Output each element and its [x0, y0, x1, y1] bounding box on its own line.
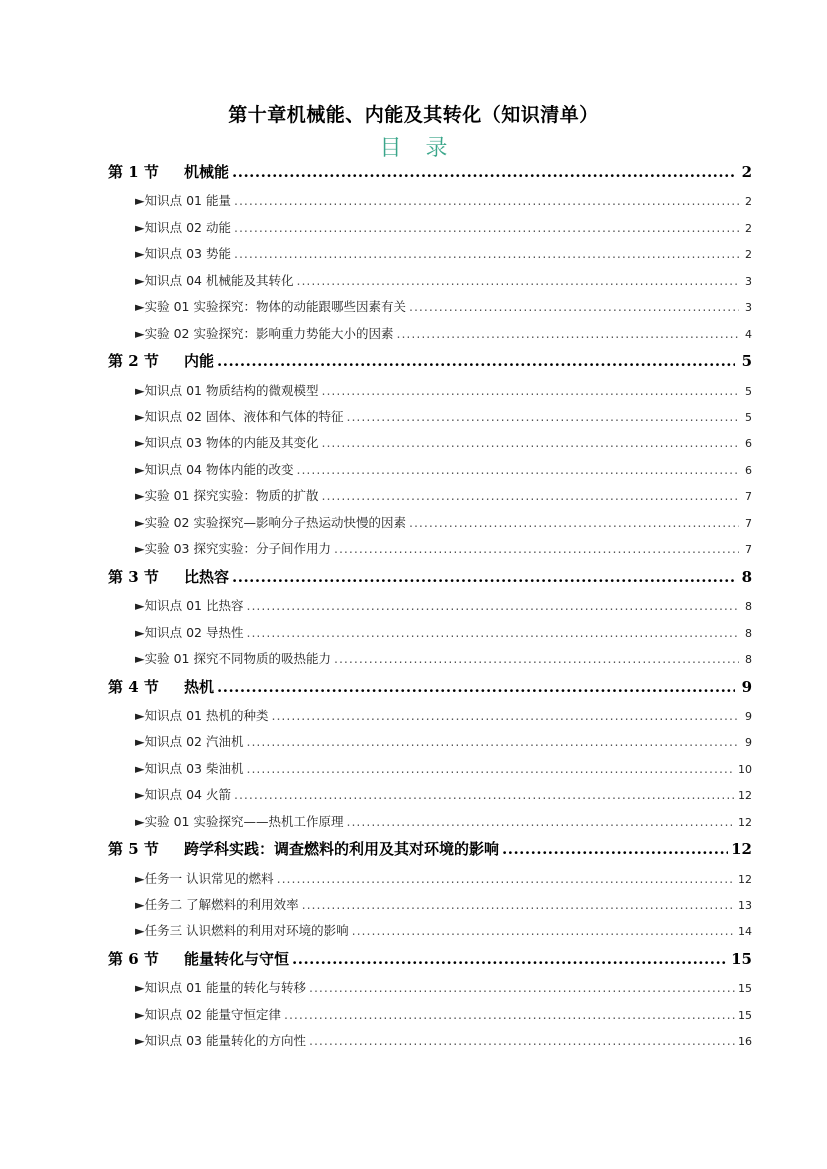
toc-subentry[interactable] — [135, 486, 752, 504]
dot-leader — [234, 246, 739, 261]
toc-subentry[interactable] — [135, 1005, 752, 1023]
page-number: 7 — [745, 517, 752, 530]
subentry-title: ►实验 01 探究不同物质的吸热能力 — [135, 651, 331, 666]
page-number: 2 — [745, 195, 752, 208]
page-number: 16 — [738, 1035, 752, 1048]
section-title: 内能 — [184, 352, 215, 370]
dot-leader — [409, 515, 739, 530]
dot-leader — [396, 326, 739, 341]
toc-section-entry[interactable] — [108, 161, 752, 182]
subentry-title: ►任务一 认识常见的燃料 — [135, 871, 274, 886]
page-number: 2 — [741, 163, 752, 181]
subentry-title: ►知识点 04 火箭 — [135, 787, 231, 802]
toc-section-entry[interactable] — [108, 350, 752, 371]
section-title: 比热容 — [184, 568, 230, 586]
subentry-title: ►知识点 03 势能 — [135, 246, 231, 261]
subentry-title: ►知识点 01 比热容 — [135, 598, 244, 613]
subentry-title: ►知识点 02 能量守恒定律 — [135, 1007, 281, 1022]
subentry-title: ►知识点 02 动能 — [135, 220, 231, 235]
toc-subentry[interactable] — [135, 407, 752, 425]
toc-subentry[interactable] — [135, 649, 752, 667]
page-number: 5 — [745, 411, 752, 424]
subentry-title: ►知识点 03 能量转化的方向性 — [135, 1033, 306, 1048]
page-number: 8 — [745, 600, 752, 613]
section-number: 第 1 节 — [108, 163, 159, 181]
toc-subentry[interactable] — [135, 759, 752, 777]
section-number: 第 5 节 — [108, 840, 159, 858]
toc-subentry[interactable] — [135, 812, 752, 830]
page-number: 12 — [738, 873, 752, 886]
dot-leader — [277, 871, 735, 886]
toc-subentry[interactable] — [135, 324, 752, 342]
dot-leader — [346, 814, 735, 829]
subentry-title: ►知识点 01 能量的转化与转移 — [135, 980, 306, 995]
dot-leader — [302, 897, 735, 912]
dot-leader — [321, 435, 739, 450]
subentry-title: ►知识点 02 导热性 — [135, 625, 244, 640]
subentry-title: ►知识点 01 能量 — [135, 193, 231, 208]
section-number: 第 3 节 — [108, 568, 159, 586]
page-number: 7 — [745, 490, 752, 503]
subentry-title: ►任务三 认识燃料的利用对环境的影响 — [135, 923, 349, 938]
page-number: 2 — [745, 222, 752, 235]
dot-leader — [284, 1007, 735, 1022]
page-number: 15 — [738, 982, 752, 995]
page-number: 9 — [745, 736, 752, 749]
toc-subentry[interactable] — [135, 978, 752, 996]
dot-leader — [271, 708, 739, 723]
section-number: 第 2 节 — [108, 352, 159, 370]
toc-subentry[interactable] — [135, 513, 752, 531]
page-number: 2 — [745, 248, 752, 261]
toc-subentry[interactable] — [135, 706, 752, 724]
subentry-title: ►知识点 01 热机的种类 — [135, 708, 269, 723]
dot-leader — [246, 734, 739, 749]
dot-leader — [246, 625, 739, 640]
page-number: 5 — [745, 385, 752, 398]
dot-leader — [246, 598, 739, 613]
page-number: 15 — [731, 950, 752, 968]
toc-subentry[interactable] — [135, 539, 752, 557]
page-number: 9 — [745, 710, 752, 723]
dot-leader — [409, 299, 739, 314]
subentry-title: ►实验 03 探究实验：分子间作用力 — [135, 541, 331, 556]
toc-subentry[interactable] — [135, 433, 752, 451]
dot-leader — [232, 568, 735, 586]
page-number: 8 — [745, 653, 752, 666]
page-number: 9 — [741, 678, 752, 696]
subentry-title: ►任务二 了解燃料的利用效率 — [135, 897, 299, 912]
dot-leader — [234, 787, 735, 802]
page-number: 14 — [738, 925, 752, 938]
toc-subentry[interactable] — [135, 895, 752, 913]
dot-leader — [296, 462, 739, 477]
dot-leader — [246, 761, 735, 776]
toc-subentry[interactable] — [135, 297, 752, 315]
section-title: 机械能 — [184, 163, 230, 181]
toc-subentry[interactable] — [135, 460, 752, 478]
toc-section-entry[interactable] — [108, 838, 752, 859]
section-title: 热机 — [184, 678, 215, 696]
toc-subentry[interactable] — [135, 244, 752, 262]
page-number: 4 — [745, 328, 752, 341]
subentry-title: ►实验 01 探究实验：物质的扩散 — [135, 488, 319, 503]
dot-leader — [234, 193, 739, 208]
subentry-title: ►知识点 02 汽油机 — [135, 734, 244, 749]
page-number: 12 — [738, 789, 752, 802]
toc-subentry[interactable] — [135, 623, 752, 641]
page-number: 13 — [738, 899, 752, 912]
dot-leader — [321, 383, 739, 398]
dot-leader — [234, 220, 739, 235]
dot-leader — [502, 840, 728, 858]
dot-leader — [321, 488, 739, 503]
dot-leader — [217, 678, 735, 696]
dot-leader — [296, 273, 739, 288]
subentry-title: ►知识点 01 物质结构的微观模型 — [135, 383, 319, 398]
page-number: 6 — [745, 437, 752, 450]
toc-heading: 目录 — [379, 136, 472, 161]
page-number: 5 — [741, 352, 752, 370]
dot-leader — [232, 163, 735, 181]
subentry-title: ►实验 01 实验探究——热机工作原理 — [135, 814, 344, 829]
subentry-title: ►知识点 03 柴油机 — [135, 761, 244, 776]
section-number: 第 4 节 — [108, 678, 159, 696]
toc-section-entry[interactable] — [108, 676, 752, 697]
document-title: 第十章机械能、内能及其转化（知识清单） — [228, 104, 599, 126]
toc-subentry[interactable] — [135, 596, 752, 614]
subentry-title: ►实验 02 实验探究—影响分子热运动快慢的因素 — [135, 515, 406, 530]
dot-leader — [309, 1033, 735, 1048]
toc-subentry[interactable] — [135, 191, 752, 209]
dot-leader — [346, 409, 739, 424]
toc-section-entry[interactable] — [108, 566, 752, 587]
subentry-title: ►实验 01 实验探究：物体的动能跟哪些因素有关 — [135, 299, 406, 314]
toc-subentry[interactable] — [135, 381, 752, 399]
toc-subentry[interactable] — [135, 869, 752, 887]
section-number: 第 6 节 — [108, 950, 159, 968]
subentry-title: ►实验 02 实验探究：影响重力势能大小的因素 — [135, 326, 394, 341]
toc-subentry[interactable] — [135, 732, 752, 750]
toc-section-entry[interactable] — [108, 948, 752, 969]
section-title: 跨学科实践：调查燃料的利用及其对环境的影响 — [184, 840, 500, 858]
toc-subentry[interactable] — [135, 271, 752, 289]
page-number: 8 — [741, 568, 752, 586]
page-number: 6 — [745, 464, 752, 477]
subentry-title: ►知识点 03 物体的内能及其变化 — [135, 435, 319, 450]
dot-leader — [352, 923, 735, 938]
page-number: 7 — [745, 543, 752, 556]
subentry-title: ►知识点 04 机械能及其转化 — [135, 273, 294, 288]
dot-leader — [292, 950, 728, 968]
page-number: 10 — [738, 763, 752, 776]
page-number: 12 — [738, 816, 752, 829]
subentry-title: ►知识点 02 固体、液体和气体的特征 — [135, 409, 344, 424]
dot-leader — [334, 541, 739, 556]
page-number: 3 — [745, 275, 752, 288]
dot-leader — [217, 352, 735, 370]
subentry-title: ►知识点 04 物体内能的改变 — [135, 462, 294, 477]
toc-subentry[interactable] — [135, 218, 752, 236]
dot-leader — [334, 651, 739, 666]
section-title: 能量转化与守恒 — [184, 950, 290, 968]
dot-leader — [309, 980, 735, 995]
toc-subentry[interactable] — [135, 1031, 752, 1049]
page-number: 12 — [731, 840, 752, 858]
toc-subentry[interactable] — [135, 921, 752, 939]
page-number: 8 — [745, 627, 752, 640]
page-number: 3 — [745, 301, 752, 314]
page-number: 15 — [738, 1009, 752, 1022]
toc-subentry[interactable] — [135, 785, 752, 803]
